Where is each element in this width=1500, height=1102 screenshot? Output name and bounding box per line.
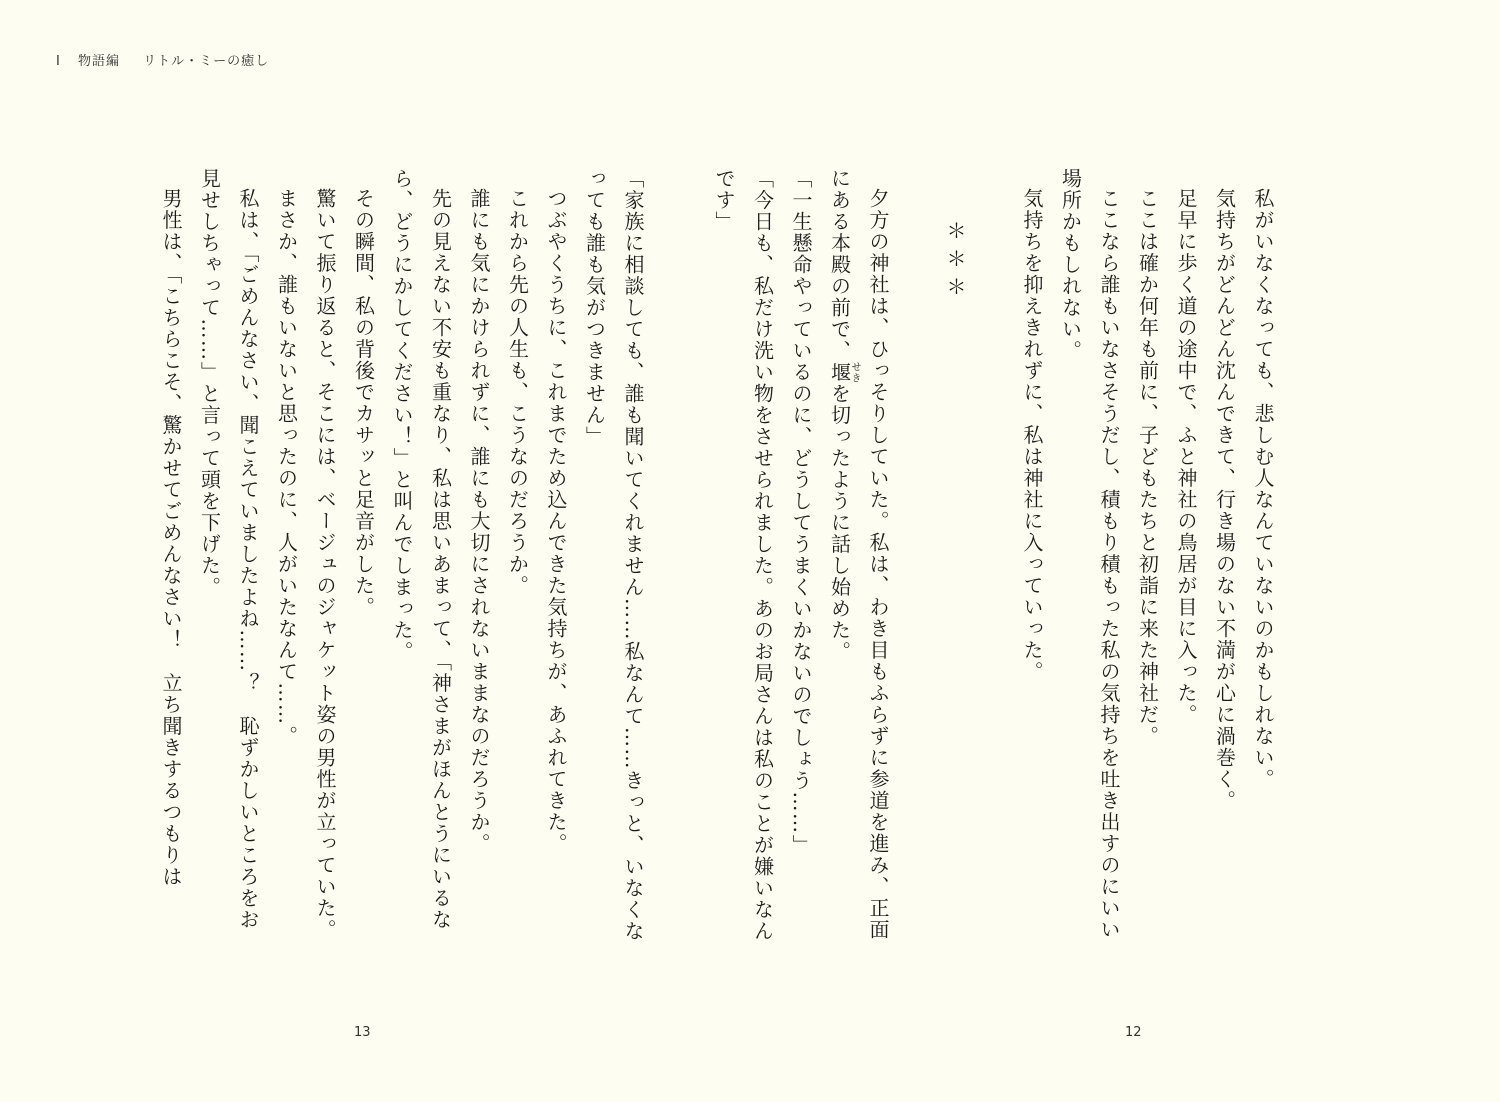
- dialogue: 「一生懸命やっているのに、どうしてうまくいかないのでしょう……」: [789, 168, 813, 856]
- paragraph: 誰にも気にかけられずに、誰にも大切にされないままなのだろうか。: [467, 188, 491, 855]
- page-12-text: [712, 168, 1282, 948]
- paragraph: つぶやくうちに、これまでため込んできた気持ちが、あふれてきた。: [544, 188, 568, 855]
- ruby-annotation: [827, 361, 860, 384]
- page-number-right: 12: [1125, 1025, 1142, 1040]
- section-label: 物語編: [77, 54, 120, 69]
- chapter-number: Ⅰ: [56, 54, 61, 69]
- dialogue: 「今日も、私だけ洗い物をさせられました。あのお局さんは私のことが嫌いなんです」: [712, 168, 775, 942]
- chapter-title: リトル・ミーの癒し: [143, 54, 270, 69]
- paragraph: 先の見えない不安も重なり、私は思いあまって、「神さまがほんとうにいるなら、どうにかしてください！」と叫んでしまった。: [390, 168, 453, 931]
- paragraph: 気持ちがどんどん沈んできて、行き場のない不満が心に渦巻く。: [1212, 188, 1237, 812]
- paragraph: ここなら誰もいなさそうだし、積もり積もった私の気持ちを吐き出すのにいい場所かもしれない。: [1058, 168, 1121, 941]
- paragraph: 気持ちを抑えきれずに、私は神社に入っていった。: [1020, 188, 1044, 683]
- paragraph: 足早に歩く道の途中で、ふと神社の鳥居が目に入った。: [1174, 188, 1198, 726]
- paragraph: [820, 168, 897, 948]
- ruby-reading: せき: [849, 361, 860, 383]
- text-segment: 夕方の神社は、ひっそりしていた。私は、わき目もふらずに参道を進み、正面にある本殿の前で、: [827, 168, 890, 941]
- paragraph: まさか、誰もいないと思ったのに、人がいたなんて……。: [274, 188, 299, 747]
- paragraph: 男性は、「こちらこそ、驚かせてごめんなさい！ 立ち聞きするつもりは: [159, 188, 183, 888]
- blank-line: [974, 168, 1013, 948]
- dialogue: 「家族に相談しても、誰も聞いてくれません……私なんて……きっと、いなくなっても誰も気がつきません」: [582, 168, 645, 942]
- paragraph: これから先の人生も、こうなのだろうか。: [505, 188, 530, 597]
- paragraph: 驚いて振り返ると、そこには、ベージュのジャケット姿の男性が立っていた。: [313, 188, 337, 941]
- blank-line: [897, 168, 936, 948]
- paragraph: 私がいなくなっても、悲しむ人なんていないのかもしれない。: [1251, 188, 1275, 790]
- page-number-left: 13: [354, 1025, 371, 1040]
- paragraph: 私は、「ごめんなさい、聞こえていましたよね……？ 恥ずかしいところをお見せしちゃって……」と言って頭を下げた。: [197, 168, 260, 931]
- text-segment: を切ったように話し始めた。: [827, 383, 852, 663]
- page-13-text: [80, 168, 652, 948]
- paragraph: ここは確か何年も前に、子どもたちと初詣に来た神社だ。: [1135, 188, 1160, 747]
- section-break: ＊＊＊: [943, 220, 967, 304]
- ruby-base: 堰: [827, 361, 852, 383]
- paragraph: その瞬間、私の背後でカサッと足音がした。: [351, 188, 376, 618]
- running-header: [56, 50, 269, 69]
